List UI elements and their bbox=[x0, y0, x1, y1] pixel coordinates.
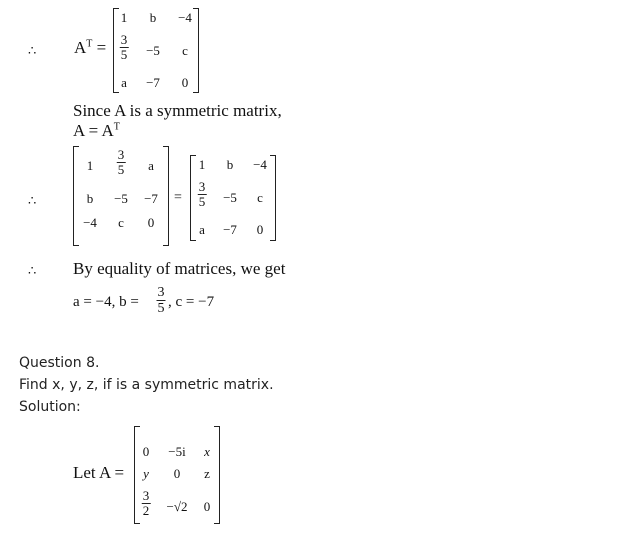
cell-r2c2: −5 bbox=[114, 191, 128, 206]
matrix-a-transpose bbox=[113, 8, 199, 93]
let-a-label: Let A = bbox=[73, 463, 125, 482]
right-bracket bbox=[163, 146, 169, 246]
cell-r2c3: −7 bbox=[144, 191, 158, 206]
cell-r1c3: −4 bbox=[253, 157, 267, 172]
matrix-a-question bbox=[134, 426, 220, 524]
matrix-a-transpose-right bbox=[190, 155, 276, 241]
equality-text: By equality of matrices, we get bbox=[73, 259, 286, 278]
left-bracket bbox=[113, 8, 119, 93]
cell-r2c3: z bbox=[204, 466, 210, 481]
cell-r2c3: c bbox=[182, 43, 188, 58]
cell-r1c2: −5i bbox=[168, 444, 186, 459]
label-a-transpose bbox=[74, 38, 106, 58]
cell-r3c1: −4 bbox=[83, 215, 97, 230]
cell-r1c1: 1 bbox=[198, 157, 206, 172]
cell-r1c3: −4 bbox=[178, 10, 192, 25]
cell-r2c2: −5 bbox=[223, 190, 237, 205]
question-title: Question 8. bbox=[19, 355, 100, 371]
cell-r3c2: c bbox=[118, 215, 124, 230]
therefore-symbol: ∴ bbox=[28, 194, 37, 209]
cell-r3c3: 0 bbox=[181, 75, 189, 90]
left-bracket bbox=[134, 426, 140, 524]
solution-label: Solution: bbox=[19, 399, 81, 415]
cell-r1c2: b bbox=[226, 157, 234, 172]
cell-r3c1-fraction bbox=[142, 490, 151, 517]
fraction-numerator: 3 bbox=[120, 32, 128, 47]
left-bracket bbox=[73, 146, 79, 246]
fraction-denominator: 5 bbox=[120, 47, 128, 62]
cell-r3c3: 0 bbox=[147, 215, 155, 230]
question-text: Find x, y, z, if is a symmetric matrix. bbox=[19, 377, 274, 393]
result-fraction bbox=[157, 286, 166, 315]
cell-r1c2: b bbox=[149, 10, 157, 25]
right-bracket bbox=[270, 155, 276, 241]
result-part2: , c = −7 bbox=[168, 294, 215, 310]
equals-sign: = bbox=[96, 38, 107, 57]
left-bracket bbox=[190, 155, 196, 241]
cell-r1c3: x bbox=[204, 444, 210, 459]
right-bracket bbox=[214, 426, 220, 524]
cell-r3c1: a bbox=[199, 222, 205, 237]
therefore-symbol: ∴ bbox=[28, 264, 37, 279]
fraction-denominator: 5 bbox=[198, 194, 206, 209]
cell-r1c2-fraction bbox=[117, 149, 126, 176]
cell-r3c3: 0 bbox=[256, 222, 264, 237]
result-part1: a = −4, b = bbox=[73, 294, 139, 310]
fraction-numerator: 3 bbox=[157, 285, 165, 300]
cell-r2c1-fraction bbox=[120, 34, 129, 61]
cell-r3c2: −7 bbox=[146, 75, 160, 90]
cell-r1c1: 1 bbox=[86, 158, 94, 173]
cell-r2c1: b bbox=[86, 191, 94, 206]
since-symmetric-text: Since A is a symmetric matrix, bbox=[73, 101, 282, 120]
fraction-denominator: 5 bbox=[157, 301, 165, 316]
fraction-numerator: 3 bbox=[142, 488, 150, 503]
fraction-denominator: 2 bbox=[142, 503, 150, 518]
equation-lhs: A = A bbox=[73, 121, 114, 140]
fraction-numerator: 3 bbox=[117, 147, 125, 162]
cell-r1c1: 1 bbox=[120, 10, 128, 25]
cell-r3c2: −√2 bbox=[166, 499, 188, 514]
right-bracket bbox=[193, 8, 199, 93]
equation-superscript: T bbox=[113, 121, 120, 133]
label-t: T bbox=[86, 38, 93, 50]
equation-a-equals-at bbox=[73, 121, 120, 141]
cell-r1c3: a bbox=[148, 158, 154, 173]
cell-r2c1: y bbox=[143, 466, 149, 481]
matrix-a-left bbox=[73, 146, 169, 246]
therefore-symbol: ∴ bbox=[28, 44, 37, 59]
cell-r1c1: 0 bbox=[142, 444, 150, 459]
label-a: A bbox=[74, 38, 87, 57]
fraction-numerator: 3 bbox=[198, 179, 206, 194]
cell-r3c2: −7 bbox=[223, 222, 237, 237]
cell-r2c2: 0 bbox=[173, 466, 181, 481]
cell-r2c1-fraction bbox=[198, 181, 207, 208]
cell-r3c1: a bbox=[121, 75, 127, 90]
cell-r3c3: 0 bbox=[203, 499, 211, 514]
cell-r2c2: −5 bbox=[146, 43, 160, 58]
equals-sign: = bbox=[174, 190, 182, 205]
fraction-denominator: 5 bbox=[117, 162, 125, 177]
cell-r2c3: c bbox=[257, 190, 263, 205]
